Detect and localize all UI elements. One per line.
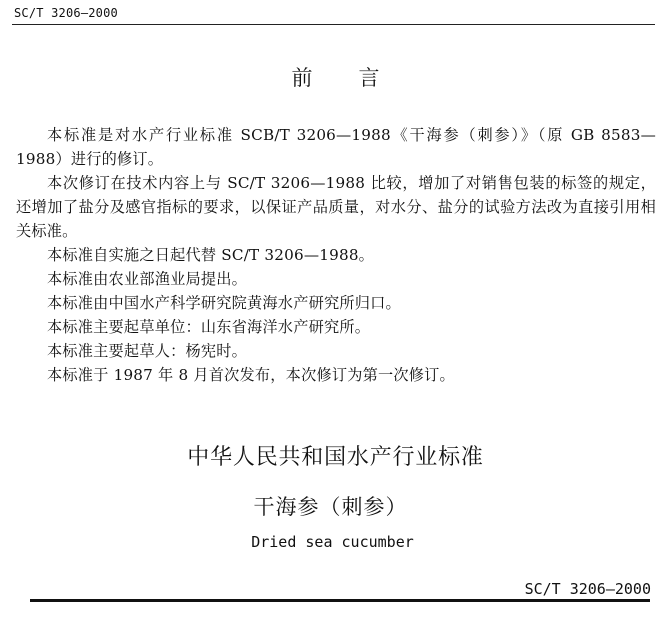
foreword-paragraph: 本标准由中国水产科学研究院黄海水产研究所归口。 <box>47 294 401 312</box>
foreword-paragraph: 本标准由农业部渔业局提出。 <box>47 270 248 288</box>
standard-title-english: Dried sea cucumber <box>251 533 414 551</box>
header-divider <box>12 24 655 25</box>
standard-issuer-heading: 中华人民共和国水产行业标准 <box>187 445 484 470</box>
header-standard-code: SC/T 3206—2000 <box>14 6 118 20</box>
foreword-paragraph: 本次修订在技术内容上与 SC/T 3206—1988 比较，增加了对销售包装的标签的规定，还增加了盐分及感官指标的要求，以保证产品质量，对水分、盐分的试验方法改为直接引用相关标准。 <box>16 174 656 240</box>
foreword-paragraph: 本标准是对水产行业标准 SCB/T 3206—1988《干海参（刺参）》（原 GB 8583—1988）进行的修订。 <box>16 126 656 168</box>
footer-divider <box>30 599 650 602</box>
foreword-title <box>0 62 671 92</box>
standard-code: SC/T 3206—2000 <box>524 580 651 598</box>
foreword-paragraph: 本标准于 1987 年 8 月首次发布，本次修订为第一次修订。 <box>47 366 455 384</box>
foreword-paragraph: 本标准自实施之日起代替 SC/T 3206—1988。 <box>47 246 375 264</box>
foreword-paragraph: 本标准主要起草单位：山东省海洋水产研究所。 <box>47 318 371 336</box>
foreword-body <box>16 123 656 387</box>
standard-title-chinese: 干海参（刺参） <box>253 495 408 519</box>
foreword-paragraph: 本标准主要起草人：杨宪时。 <box>47 342 248 360</box>
foreword-title-char-2: 言 <box>358 66 380 90</box>
foreword-title-char-1: 前 <box>291 66 313 90</box>
